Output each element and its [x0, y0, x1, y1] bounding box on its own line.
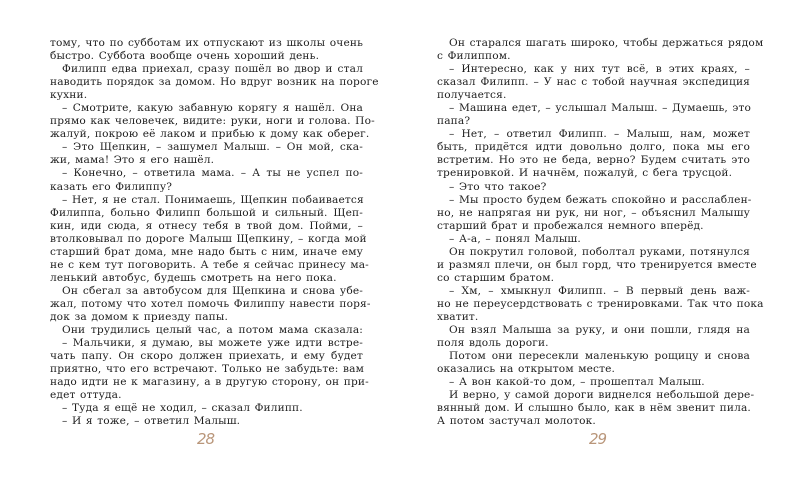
right-page-number: 29 — [589, 430, 607, 448]
text-line: старший брат и пробежался немного вперёд. — [437, 219, 704, 232]
text-line: приятно, что его встречают. Только не забудьте: вам — [50, 363, 364, 376]
text-line: казать его Филиппу? — [50, 180, 173, 193]
text-line: – А вон какой-то дом, – прошептал Малыш. — [449, 376, 705, 389]
text-line: А потом застучал молоток. — [437, 415, 596, 428]
text-line: Он взял Малыша за руку, и они пошли, глядя на — [449, 324, 750, 337]
text-line: – Мальчики, я думаю, вы можете уже идти встре- — [62, 337, 363, 350]
text-line: – Нет, я не стал. Понимаешь, Щепкин побаивается — [62, 193, 364, 206]
text-line: с Филиппом. — [437, 50, 511, 63]
text-line: ленький автобус, будешь смотреть на него пока. — [50, 271, 337, 284]
text-line: наводить порядок за домом. Но вдруг возник на пороге — [50, 76, 379, 89]
text-line: получается. — [437, 89, 507, 102]
text-line: вянный дом. И слышно было, как в нём звенит пила. — [437, 402, 751, 415]
text-line: не с кем тут поговорить. А тебе я сейчас принесу ма- — [50, 258, 369, 271]
text-line: Он покрутил головой, поболтал руками, потянулся — [449, 245, 750, 258]
text-line: – А-а, – понял Малыш. — [449, 232, 581, 245]
text-line: – Смотрите, какую забавную корягу я нашёл. Она — [62, 102, 363, 115]
text-line: – И я тоже, – ответил Малыш. — [62, 415, 241, 428]
text-line: док за домом к приезду папы. — [50, 310, 228, 323]
left-page-number: 28 — [197, 430, 215, 448]
text-line: жалуй, покрою её лаком и прибью к дому как оберег. — [50, 128, 370, 141]
text-line: – Хм, – хмыкнул Филипп. – В первый день важ- — [449, 284, 750, 297]
text-line: папа? — [437, 115, 471, 128]
text-line: – Нет, – ответил Филипп. – Малыш, нам, может — [449, 128, 750, 141]
text-line: едет оттуда. — [50, 389, 122, 402]
text-line: старший брат дома, мне надо быть с ним, иначе ему — [50, 245, 363, 258]
text-line: встретим. Но это не беда, верно? Будем считать это — [437, 154, 750, 167]
text-line: – Это Щепкин, – зашумел Малыш. – Он мой, ска- — [62, 141, 363, 154]
text-line: сказал Филипп. – У нас с тобой научная экспедиция — [437, 76, 750, 89]
text-line: – Мы просто будем бежать спокойно и расслаблен- — [449, 193, 752, 206]
text-line: – Интересно, как у них тут всё, в этих краях, – — [449, 63, 750, 76]
text-line: втолковывал по дороге Малыш Щепкину, – когда мой — [50, 232, 367, 245]
text-line: быть, придётся идти довольно долго, пока мы его — [437, 141, 750, 154]
right-page — [400, 0, 800, 482]
text-line: Они трудились целый час, а потом мама сказала: — [62, 324, 363, 337]
text-line: – Туда я ещё не ходил, – сказал Филипп. — [62, 402, 303, 415]
text-line: тренировкой. И начнём, пожалуй, с бега трусцой. — [437, 167, 733, 180]
text-line: – Это что такое? — [449, 180, 547, 193]
text-line: надо идти не к магазину, а в другую сторону, он при- — [50, 376, 369, 389]
text-line: кухни. — [50, 89, 88, 102]
text-line: – Конечно, – ответила мама. – А ты не успел по- — [62, 167, 363, 180]
text-line: тому, что по субботам их отпускают из школы очень — [50, 37, 363, 49]
text-line: жи, мама! Это я его нашёл. — [50, 154, 215, 167]
text-line: Потом они пересекли маленькую рощицу и снова — [449, 350, 750, 363]
text-line: со старшим братом. — [437, 271, 555, 284]
text-line: кин, иди сюда, я отнесу тебя в твой дом. Пойми, – — [50, 219, 363, 232]
right-page-text — [437, 37, 764, 428]
text-line: но, не напрягая ни рук, ни ног, – объяснил Малышу — [437, 206, 750, 219]
text-line: Филипп едва приехал, сразу пошёл во двор и стал — [62, 63, 363, 76]
text-line: хватит. — [437, 310, 479, 323]
text-line: жал, потому что хотел помочь Филиппу навести поря- — [50, 297, 371, 310]
text-line: но не переусердствовать с тренировками. Так что пока — [437, 297, 764, 310]
text-line: Он старался шагать широко, чтобы держаться рядом — [449, 37, 764, 49]
text-line: и размял плечи, он был горд, что тренируется вместе — [437, 258, 757, 271]
text-line: Он сбегал за автобусом для Щепкина и снова убе- — [62, 284, 363, 297]
text-line: оказались на открытом месте. — [437, 363, 616, 376]
text-line: быстро. Суббота вообще очень хороший день. — [50, 50, 320, 63]
text-line: прямо как человечек, видите: руки, ноги и голова. По- — [50, 115, 375, 128]
text-line: Филиппа, больно Филипп большой и сильный. Щеп- — [50, 206, 363, 219]
text-line: поля вдоль дороги. — [437, 337, 549, 350]
text-line: – Машина едет, – услышал Малыш. – Думаешь, это — [449, 102, 752, 115]
text-line: чать папу. Он скоро должен приехать, и ему будет — [50, 350, 363, 363]
text-line: И верно, у самой дороги виднелся небольшой дере- — [449, 389, 755, 402]
left-page-text — [50, 37, 379, 428]
